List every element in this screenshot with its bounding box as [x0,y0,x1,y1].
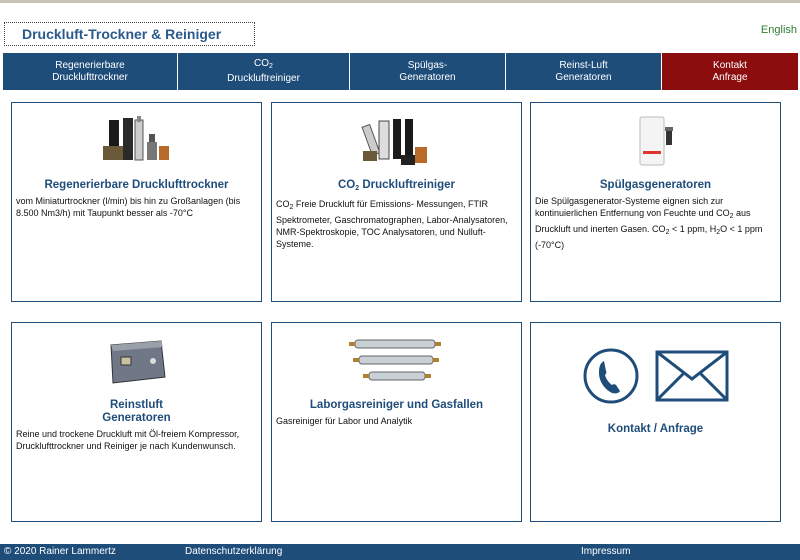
co2-cleaner-product-image [276,107,517,175]
contact-icons [535,337,776,415]
card-regenerierbare-drucklufttrockner[interactable] [11,102,262,302]
footer-copyright: © 2020 Rainer Lammertz [4,546,116,557]
card-text-part: aus Druckluft und inerten Gasen. CO [535,208,751,234]
nav-label-line1: Regenerierbare [55,59,125,71]
phone-icon [582,347,640,405]
nav-co2-druckluftreiniger[interactable] [178,53,350,90]
dryer-product-image [16,107,257,175]
card-text: Gasreiniger für Labor und Analytik [276,416,413,426]
nav-label-line1 [227,58,300,73]
language-link-english[interactable]: English [760,24,797,36]
card-title-line2: Generatoren [102,412,171,424]
card-text-sub: 2 [716,229,721,236]
card-title: Spülgasgeneratoren [599,179,712,191]
card-text-sub: 2 [729,213,734,220]
card-text-rest: Freie Druckluft für Emissions- Messungen, FTIR Spektrometer, Gaschromatographen, Labor-Analysatoren, NMR-Spektroskopie, TOC Analysatoren, und Nulluft-Systeme. [276,199,508,249]
footer [0,544,800,560]
nav-label-line2: Generatoren [399,71,456,83]
gas-purifier-image [276,327,517,395]
footer-imprint-link[interactable]: Impressum [581,546,631,557]
card-kontakt-anfrage[interactable] [530,322,781,522]
nav-sub: 2 [269,63,273,70]
nav-kontakt-anfrage[interactable] [662,53,798,90]
nav-reinst-luft-generatoren[interactable] [506,53,662,90]
card-title-rest: Druckluftreiniger [359,179,455,191]
pure-air-generator-image [16,327,257,395]
card-laborgasreiniger[interactable] [271,322,522,522]
card-reinstluft-generatoren[interactable] [11,322,262,522]
card-text: Reine und trockene Druckluft mit Öl-freiem Kompressor, Drucklufttrockner und Reiniger je nach Kundenwunsch. [16,429,240,451]
card-co2-druckluftreiniger[interactable] [271,102,522,302]
nav-label-line2: Druckluftreiniger [227,73,300,84]
card-text-part: O < 1 ppm (-70°C) [535,224,763,250]
card-title [276,179,517,195]
card-title [16,399,257,425]
nav-label-line2: Generatoren [555,71,612,83]
nav-label-line1: Spülgas- [407,59,448,71]
nav-label-line2: Drucklufttrockner [52,71,128,83]
card-text [276,198,517,250]
nav-label-line1: Kontakt [713,59,747,71]
card-title-sub: 2 [355,185,360,192]
nav-drucklufttrockner[interactable] [3,53,178,90]
nav-spuelgas-generatoren[interactable] [350,53,506,90]
card-text-sub: 2 [665,229,670,236]
main-navigation [3,53,798,90]
card-text: vom Miniaturtrockner (l/min) bis hin zu Großanlagen (bis 8.500 Nm3/h) mit Taupunkt besser als -70°C [16,196,241,218]
card-text [535,195,776,251]
card-title-line1: Reinstluft [109,399,164,411]
card-title: Kontakt / Anfrage [607,423,704,435]
card-text-part: Die Spülgasgenerator-Systeme eignen sich zur kontinuierlichen Entfernung von Feuchte und CO [535,196,730,218]
card-text-part: < 1 ppm, H [669,224,717,234]
site-title[interactable]: Druckluft-Trockner & Reiniger [4,22,255,46]
nav-label-line1: Reinst-Luft [559,59,608,71]
card-text-co: CO [276,199,290,209]
purge-gas-generator-image [535,107,776,175]
card-title: Regenerierbare Drucklufttrockner [44,179,229,191]
card-title-co: CO [337,179,356,191]
mail-icon [654,347,730,405]
card-title: Laborgasreiniger und Gasfallen [309,399,484,411]
top-border [0,0,800,3]
card-text-sub: 2 [289,204,294,211]
card-spuelgasgeneratoren[interactable] [530,102,781,302]
nav-co-text: CO [254,58,270,69]
nav-label-line2: Anfrage [712,71,748,83]
footer-privacy-link[interactable]: Datenschutzerklärung [185,546,283,557]
